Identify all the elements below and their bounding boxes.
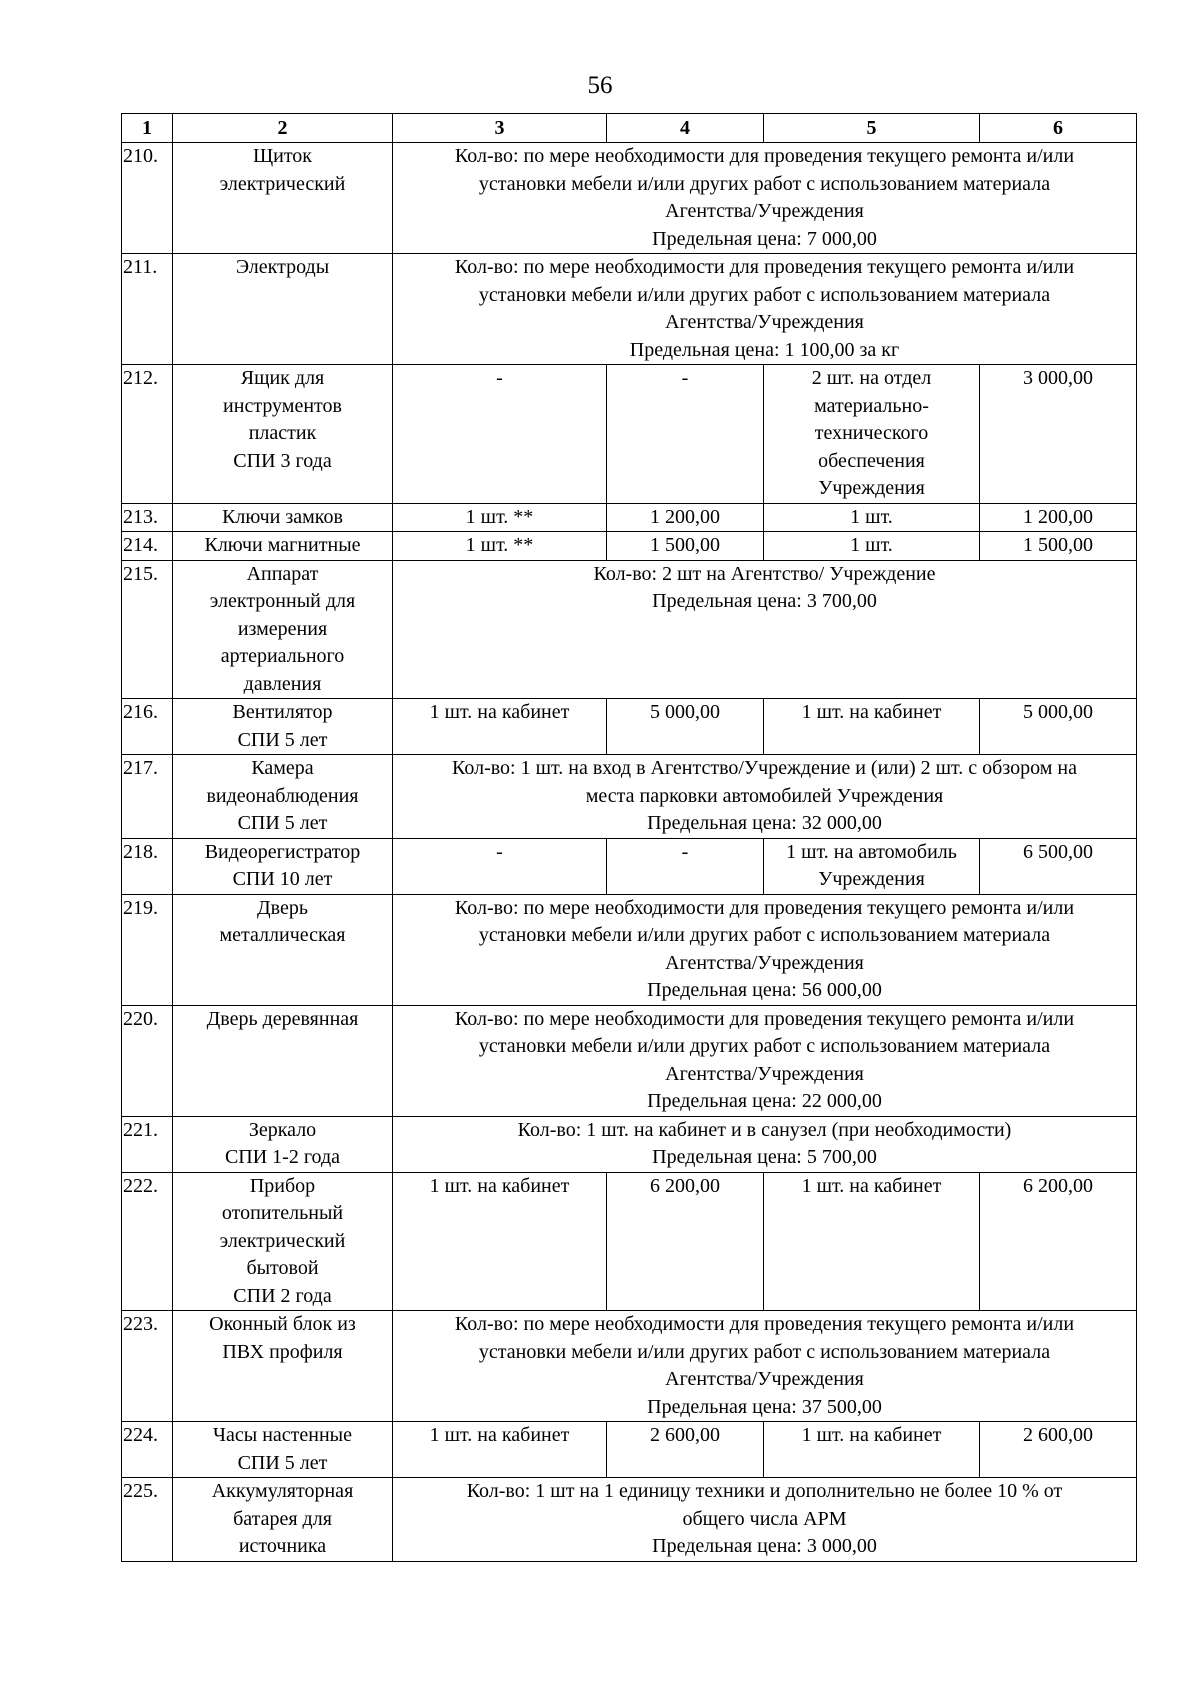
item-name-cell (173, 560, 393, 699)
merged-cell-line: установки мебели и/или других работ с использованием материала (478, 172, 1051, 195)
item-name-line: Ключи замков (222, 505, 343, 528)
cell-line: - (681, 367, 689, 389)
row-number: 217. (122, 755, 173, 839)
quantity-cell-col5 (764, 1172, 980, 1311)
merged-quantity-price-cell (393, 755, 1137, 839)
quantity-cell-col3 (393, 1422, 607, 1478)
merged-cell-line: Кол-во: по мере необходимости для проведения текущего ремонта и/или (454, 145, 1075, 167)
item-name-cell (173, 532, 393, 561)
price-cell-col6 (980, 532, 1137, 561)
merged-quantity-price-cell (393, 560, 1137, 699)
merged-cell-line: установки мебели и/или других работ с использованием материала (478, 924, 1051, 946)
cell-line: 2 600,00 (650, 1424, 720, 1446)
table-row (122, 1478, 1137, 1562)
row-number: 225. (122, 1478, 173, 1562)
price-cell-col6 (980, 365, 1137, 504)
merged-quantity-price-cell (393, 254, 1137, 365)
column-header-3: 3 (393, 114, 607, 143)
merged-cell-line: Кол-во: 1 шт. на вход в Агентство/Учреждение и (или) 2 шт. с обзором на (452, 757, 1077, 779)
merged-cell-line: Предельная цена: 3 700,00 (652, 590, 877, 612)
quantity-cell-col5 (764, 365, 980, 504)
item-name-line: бытовой (246, 1257, 319, 1279)
merged-cell-line: Агентства/Учреждения (665, 311, 864, 333)
cell-line: - (496, 840, 503, 863)
merged-cell-line: Предельная цена: 1 100,00 за кг (629, 338, 900, 361)
item-name-cell (173, 838, 393, 894)
item-name-cell (173, 1422, 393, 1478)
merged-cell-line: установки мебели и/или других работ с использованием материала (478, 1035, 1051, 1057)
price-cell-col6 (980, 1172, 1137, 1311)
item-name-line: Оконный блок из (209, 1313, 356, 1335)
merged-cell-line: Кол-во: по мере необходимости для проведения текущего ремонта и/или (454, 256, 1075, 278)
cell-line: обеспечения (818, 449, 925, 472)
item-name-line: видеонаблюдения (206, 784, 359, 807)
item-name-cell (173, 1172, 393, 1311)
item-name-line: Электроды (235, 256, 330, 278)
specification-table (121, 113, 1137, 1562)
cell-line: 1 шт. на кабинет (429, 701, 570, 723)
item-name-line: Зеркало (248, 1118, 317, 1141)
merged-cell-line: Предельная цена: 56 000,00 (647, 979, 882, 1001)
merged-cell-line: установки мебели и/или других работ с использованием материала (478, 283, 1051, 306)
cell-line: 1 шт. на кабинет (801, 701, 942, 723)
item-name-line: Дверь деревянная (206, 1007, 359, 1030)
cell-line: 6 200,00 (1023, 1174, 1093, 1197)
cell-line: Учреждения (818, 477, 925, 499)
cell-line: 1 шт. ** (465, 534, 534, 556)
table-row (122, 1116, 1137, 1172)
item-name-line: Щиток (252, 145, 313, 167)
table-row (122, 1005, 1137, 1116)
cell-line: 1 шт. (850, 534, 893, 556)
cell-line: 1 шт. на автомобиль (786, 840, 957, 863)
item-name-cell (173, 1116, 393, 1172)
row-number: 221. (122, 1116, 173, 1172)
price-cell-col6 (980, 503, 1137, 532)
price-cell-col4 (607, 1172, 764, 1311)
merged-cell-line: места парковки автомобилей Учреждения (585, 784, 944, 807)
item-name-line: Видеорегистратор (204, 840, 361, 863)
merged-cell-line: Кол-во: по мере необходимости для проведения текущего ремонта и/или (454, 896, 1075, 919)
merged-cell-line: Кол-во: 1 шт. на кабинет и в санузел (при необходимости) (517, 1118, 1012, 1141)
item-name-line: отопительный (221, 1202, 344, 1224)
quantity-cell-col5 (764, 838, 980, 894)
cell-line: 1 шт. на кабинет (801, 1174, 942, 1197)
row-number: 220. (122, 1005, 173, 1116)
table-row (122, 254, 1137, 365)
quantity-cell-col3 (393, 503, 607, 532)
merged-cell-line: установки мебели и/или других работ с использованием материала (478, 1340, 1051, 1363)
row-number: 219. (122, 894, 173, 1005)
item-name-line: электрический (219, 1229, 346, 1252)
cell-line: 2 шт. на отдел (811, 367, 932, 389)
merged-cell-line: Агентства/Учреждения (665, 1062, 864, 1085)
merged-cell-line: Предельная цена: 7 000,00 (652, 227, 877, 250)
table-row (122, 1311, 1137, 1422)
quantity-cell-col5 (764, 699, 980, 755)
quantity-cell-col3 (393, 699, 607, 755)
table-row (122, 1422, 1137, 1478)
item-name-line: Камера (251, 757, 314, 779)
item-name-cell (173, 254, 393, 365)
item-name-line: давления (243, 672, 322, 695)
price-cell-col6 (980, 838, 1137, 894)
item-name-cell (173, 1311, 393, 1422)
quantity-cell-col3 (393, 838, 607, 894)
item-name-line: источника (238, 1535, 327, 1557)
item-name-line: электронный для (209, 590, 356, 612)
table-row (122, 560, 1137, 699)
cell-line: 5 000,00 (650, 701, 720, 723)
cell-line: 1 шт. на кабинет (429, 1174, 570, 1197)
merged-quantity-price-cell (393, 1116, 1137, 1172)
quantity-cell-col5 (764, 503, 980, 532)
item-name-cell (173, 365, 393, 504)
merged-cell-line: Кол-во: по мере необходимости для проведения текущего ремонта и/или (454, 1007, 1075, 1030)
cell-line: материально- (814, 394, 929, 417)
item-name-line: артериального (220, 645, 345, 667)
merged-quantity-price-cell (393, 894, 1137, 1005)
row-number: 212. (122, 365, 173, 504)
merged-cell-line: общего числа АРМ (682, 1507, 847, 1530)
price-cell-col4 (607, 503, 764, 532)
item-name-line: Аппарат (246, 562, 319, 585)
quantity-cell-col3 (393, 532, 607, 561)
price-cell-col6 (980, 1422, 1137, 1478)
item-name-line: инструментов (223, 394, 342, 417)
quantity-cell-col3 (393, 365, 607, 504)
row-number: 213. (122, 503, 173, 532)
item-name-cell (173, 699, 393, 755)
item-name-line: электрический (219, 172, 346, 195)
table-row (122, 503, 1137, 532)
merged-cell-line: Предельная цена: 5 700,00 (652, 1146, 877, 1168)
column-header-4: 4 (607, 114, 764, 143)
cell-line: - (496, 367, 503, 389)
column-header-1: 1 (122, 114, 173, 143)
cell-line: 2 600,00 (1023, 1424, 1093, 1446)
item-name-line: Ключи магнитные (204, 534, 361, 556)
cell-line: технического (814, 422, 929, 444)
merged-cell-line: Кол-во: 2 шт на Агентство/ Учреждение (593, 562, 936, 585)
item-name-line: Аккумуляторная (211, 1480, 354, 1502)
table-row (122, 699, 1137, 755)
cell-line: 6 500,00 (1023, 840, 1093, 863)
cell-line: 1 500,00 (1023, 534, 1093, 556)
merged-quantity-price-cell (393, 1478, 1137, 1562)
price-cell-col4 (607, 1422, 764, 1478)
item-name-line: СПИ 3 года (233, 449, 332, 472)
item-name-cell (173, 894, 393, 1005)
merged-quantity-price-cell (393, 1005, 1137, 1116)
column-header-6: 6 (980, 114, 1137, 143)
item-name-line: СПИ 5 лет (237, 1451, 328, 1474)
merged-quantity-price-cell (393, 143, 1137, 254)
merged-cell-line: Агентства/Учреждения (665, 951, 864, 974)
header-row (122, 114, 1137, 143)
price-cell-col4 (607, 838, 764, 894)
price-cell-col6 (980, 699, 1137, 755)
item-name-cell (173, 143, 393, 254)
item-name-cell (173, 755, 393, 839)
cell-line: 6 200,00 (650, 1174, 720, 1197)
item-name-line: Прибор (249, 1174, 316, 1197)
item-name-line: измерения (237, 617, 328, 640)
price-cell-col4 (607, 699, 764, 755)
item-name-line: Вентилятор (232, 701, 333, 723)
page-number: 56 (587, 72, 613, 99)
item-name-line: СПИ 10 лет (232, 868, 333, 890)
table-row (122, 838, 1137, 894)
merged-cell-line: Предельная цена: 37 500,00 (647, 1395, 882, 1418)
item-name-line: Ящик для (240, 367, 325, 389)
merged-cell-line: Предельная цена: 22 000,00 (647, 1090, 882, 1112)
cell-line: 1 шт. ** (465, 505, 534, 528)
merged-quantity-price-cell (393, 1311, 1137, 1422)
merged-cell-line: Предельная цена: 3 000,00 (652, 1535, 877, 1557)
merged-cell-line: Кол-во: по мере необходимости для проведения текущего ремонта и/или (454, 1313, 1075, 1335)
row-number: 222. (122, 1172, 173, 1311)
item-name-cell (173, 1005, 393, 1116)
table-body (122, 143, 1137, 1562)
cell-line: 1 200,00 (1023, 505, 1093, 528)
item-name-cell (173, 1478, 393, 1562)
cell-line: 1 шт. на кабинет (429, 1424, 570, 1446)
merged-cell-line: Предельная цена: 32 000,00 (647, 812, 882, 834)
item-name-line: СПИ 5 лет (237, 812, 328, 834)
cell-line: 3 000,00 (1023, 367, 1093, 389)
row-number: 214. (122, 532, 173, 561)
quantity-cell-col3 (393, 1172, 607, 1311)
item-name-line: СПИ 1-2 года (224, 1146, 341, 1168)
cell-line: 1 500,00 (650, 534, 720, 556)
cell-line: - (681, 840, 689, 863)
item-name-line: СПИ 2 года (233, 1284, 332, 1307)
table-row (122, 755, 1137, 839)
cell-line: 5 000,00 (1023, 701, 1093, 723)
column-header-5: 5 (764, 114, 980, 143)
row-number: 215. (122, 560, 173, 699)
merged-cell-line: Агентства/Учреждения (665, 1368, 864, 1390)
price-cell-col4 (607, 365, 764, 504)
item-name-line: металлическая (219, 924, 346, 946)
item-name-line: ПВХ профиля (222, 1340, 343, 1363)
quantity-cell-col5 (764, 1422, 980, 1478)
item-name-line: СПИ 5 лет (237, 728, 328, 751)
merged-cell-line: Агентства/Учреждения (665, 200, 864, 222)
table-row (122, 1172, 1137, 1311)
row-number: 224. (122, 1422, 173, 1478)
row-number: 210. (122, 143, 173, 254)
quantity-cell-col5 (764, 532, 980, 561)
column-header-2: 2 (173, 114, 393, 143)
price-cell-col4 (607, 532, 764, 561)
table-row (122, 143, 1137, 254)
table-row (122, 365, 1137, 504)
cell-line: Учреждения (818, 868, 925, 890)
item-name-line: Дверь (257, 896, 308, 919)
cell-line: 1 шт. (850, 505, 893, 528)
row-number: 211. (122, 254, 173, 365)
merged-cell-line: Кол-во: 1 шт на 1 единицу техники и дополнительно не более 10 % от (466, 1480, 1063, 1502)
table-row (122, 894, 1137, 1005)
row-number: 218. (122, 838, 173, 894)
row-number: 216. (122, 699, 173, 755)
item-name-cell (173, 503, 393, 532)
item-name-line: Часы настенные (213, 1424, 352, 1446)
item-name-line: батарея для (233, 1507, 332, 1530)
item-name-line: пластик (248, 422, 317, 444)
cell-line: 1 шт. на кабинет (801, 1424, 942, 1446)
table-row (122, 532, 1137, 561)
cell-line: 1 200,00 (650, 505, 720, 528)
row-number: 223. (122, 1311, 173, 1422)
